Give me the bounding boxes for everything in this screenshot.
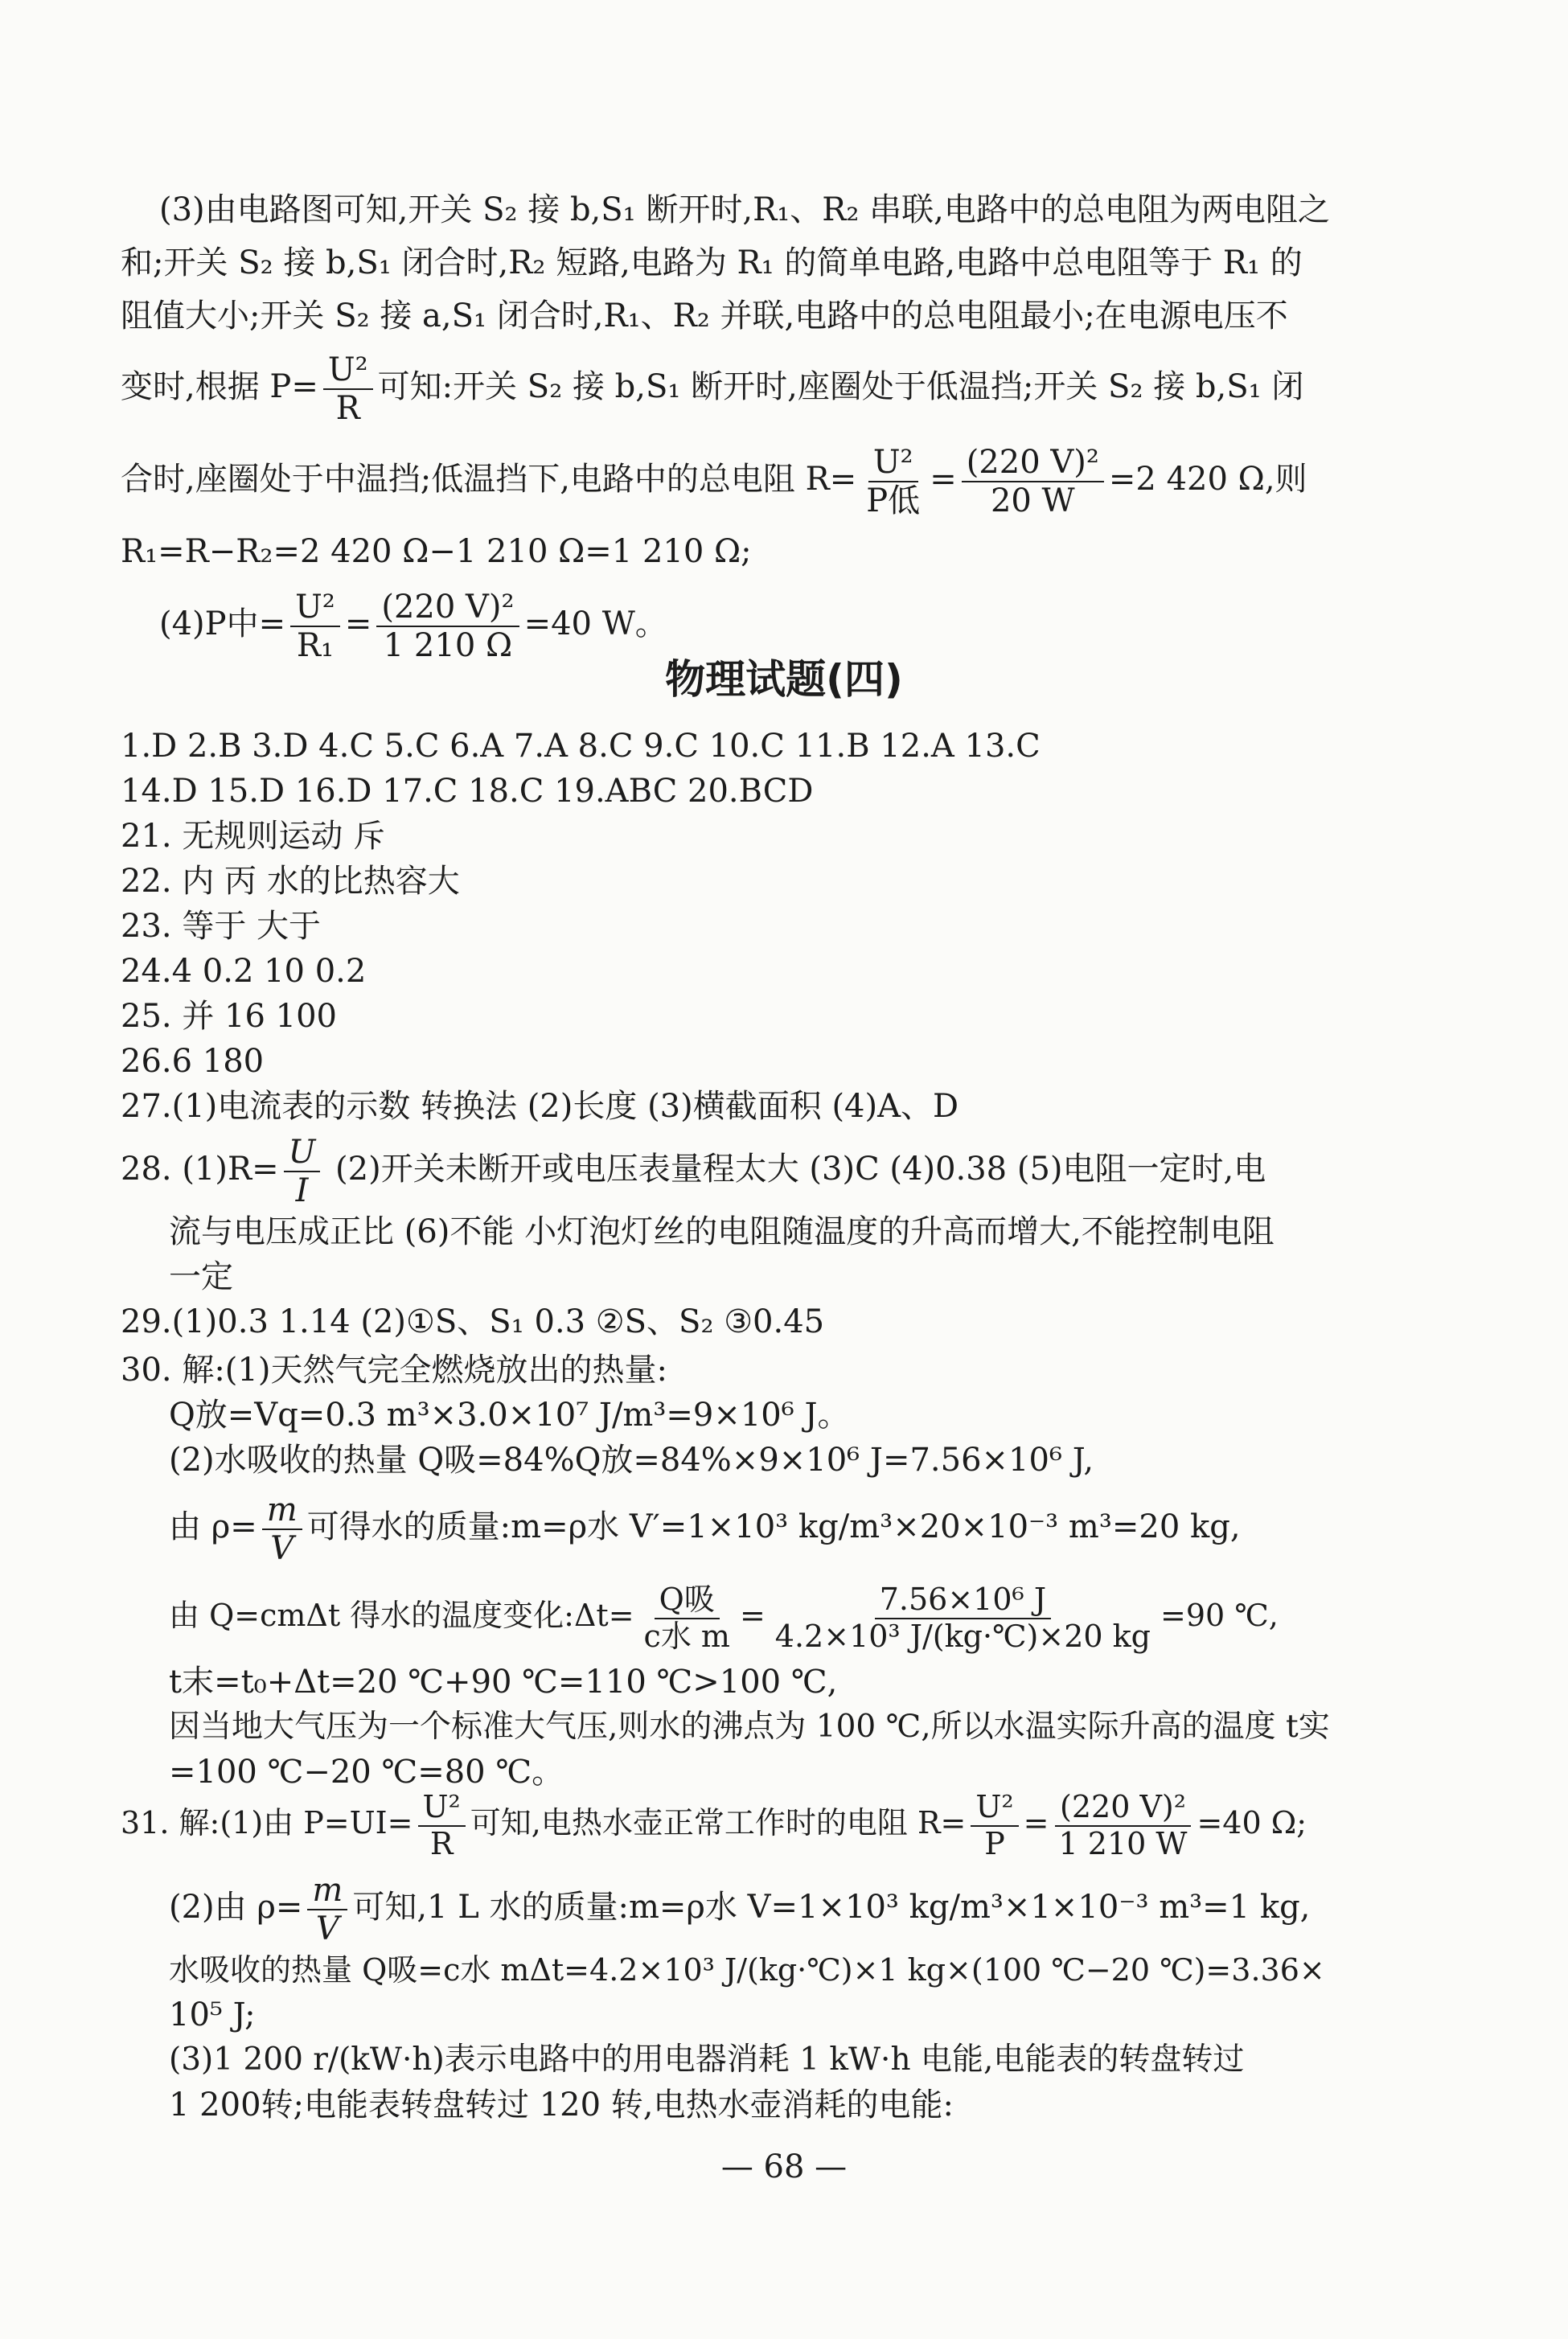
text-line: 29.(1)0.3 1.14 (2)①S、S₁ 0.3 ②S、S₂ ③0.45 <box>121 1303 825 1340</box>
fraction-denominator: V <box>270 1530 294 1567</box>
text-segment: (4)P中= <box>159 605 286 642</box>
fraction-denominator: R <box>335 390 360 427</box>
page-number: — 68 — <box>720 2148 848 2185</box>
formula-line <box>121 1129 1472 1209</box>
formula-line <box>121 1867 1472 1947</box>
fraction-numerator: U <box>284 1134 321 1172</box>
fraction-numerator: (220 V)² <box>1055 1790 1191 1827</box>
fraction-numerator: Q吸 <box>655 1582 720 1619</box>
text-line: 14.D 15.D 16.D 17.C 18.C 19.ABC 20.BCD <box>121 773 814 810</box>
text-line: 30. 解:(1)天然气完全燃烧放出的热量: <box>121 1352 667 1389</box>
fraction-numerator: U² <box>418 1790 466 1827</box>
fraction <box>284 1134 321 1209</box>
formula-line <box>121 1779 1472 1867</box>
text-segment: = <box>344 605 372 642</box>
fraction-denominator: P低 <box>866 482 921 519</box>
text-segment: 31. 解:(1)由 P=UI= <box>121 1805 413 1840</box>
fraction <box>418 1790 466 1861</box>
text-line: t末=t₀+Δt=20 ℃+90 ℃=110 ℃>100 ℃, <box>169 1664 838 1701</box>
text-segment: = <box>739 1598 766 1633</box>
text-line: 和;开关 S₂ 接 b,S₁ 闭合时,R₂ 短路,电路为 R₁ 的简单电路,电路中总电阻等于 R₁ 的 <box>121 244 1303 281</box>
text-line: Q放=Vq=0.3 m³×3.0×10⁷ J/m³=9×10⁶ J。 <box>169 1397 850 1434</box>
text-segment: 合时,座圈处于中温挡;低温挡下,电路中的总电阻 R= <box>121 461 857 498</box>
text-segment: 变时,根据 P= <box>121 368 318 405</box>
fraction-denominator: 4.2×10³ J/(kg·℃)×20 kg <box>774 1618 1151 1654</box>
formula-line <box>121 1571 1472 1660</box>
fraction-denominator: R₁ <box>296 627 335 664</box>
text-segment: 28. (1)R= <box>121 1151 279 1188</box>
text-line: 阻值大小;开关 S₂ 接 a,S₁ 闭合时,R₁、R₂ 并联,电路中的总电阻最小;在电源电压不 <box>121 298 1288 334</box>
text-line: 24.4 0.2 10 0.2 <box>121 953 367 990</box>
text-line: 因当地大气压为一个标准大气压,则水的沸点为 100 ℃,所以水温实际升高的温度 t实 <box>169 1709 1330 1745</box>
answer-list <box>121 724 1472 1344</box>
text-segment: 由 Q=cmΔt 得水的温度变化:Δt= <box>169 1598 634 1633</box>
text-line: 25. 并 16 100 <box>121 998 338 1035</box>
fraction-numerator: m <box>262 1492 302 1530</box>
text-segment: = <box>1023 1805 1049 1840</box>
text-line: (3)1 200 r/(kW·h)表示电路中的用电器消耗 1 kW·h 电能,电能表的转盘转过 <box>169 2041 1245 2078</box>
text-segment: 可知,电热水壶正常工作时的电阻 R= <box>470 1805 967 1840</box>
text-segment: =40 Ω; <box>1197 1805 1307 1840</box>
text-line: =100 ℃−20 ℃=80 ℃。 <box>169 1754 564 1791</box>
text-line: 水吸收的热量 Q吸=c水 mΔt=4.2×10³ J/(kg·℃)×1 kg×(100 ℃−20 ℃)=3.36× <box>169 1952 1325 1988</box>
fraction-denominator: 1 210 Ω <box>383 627 513 664</box>
text-line: (3)由电路图可知,开关 S₂ 接 b,S₁ 断开时,R₁、R₂ 串联,电路中的总电阻为两电阻之 <box>159 191 1330 228</box>
fraction <box>770 1582 1155 1654</box>
text-segment: (2)开关未断开或电压表量程太大 (3)C (4)0.38 (5)电阻一定时,电 <box>325 1151 1266 1188</box>
fraction <box>262 1492 302 1567</box>
fraction <box>962 444 1104 519</box>
fraction <box>639 1582 735 1654</box>
fraction-numerator: U² <box>971 1790 1018 1827</box>
text-line: 10⁵ J; <box>169 1996 256 2033</box>
fraction-denominator: V <box>315 1910 339 1947</box>
text-segment: (2)由 ρ= <box>169 1889 303 1926</box>
text-line: 27.(1)电流表的示数 转换法 (2)长度 (3)横截面积 (4)A、D <box>121 1088 959 1125</box>
text-line: 1.D 2.B 3.D 4.C 5.C 6.A 7.A 8.C 9.C 10.C 11.B 12.A 13.C <box>121 728 1041 765</box>
formula-line <box>121 431 1472 527</box>
text-segment: 可得水的质量:m=ρ水 V′=1×10³ kg/m³×20×10⁻³ m³=20 kg, <box>306 1508 1241 1545</box>
text-segment: = <box>930 461 957 498</box>
fraction-numerator: U² <box>290 589 340 627</box>
text-line: 1 200转;电能表转盘转过 120 转,电热水壶消耗的电能: <box>169 2087 954 2124</box>
text-line: (2)水吸收的热量 Q吸=84%Q放=84%×9×10⁶ J=7.56×10⁶ J, <box>169 1442 1094 1479</box>
fraction-numerator: U² <box>868 444 918 482</box>
fraction-numerator: m <box>307 1872 347 1910</box>
fraction-denominator: 20 W <box>990 482 1075 519</box>
fraction <box>971 1790 1018 1861</box>
formula-line <box>121 1483 1472 1571</box>
fraction-numerator: (220 V)² <box>962 444 1104 482</box>
text-segment: =2 420 Ω,则 <box>1108 461 1307 498</box>
text-line: 21. 无规则运动 斥 <box>121 818 386 855</box>
question-30-solution <box>121 1348 1472 1795</box>
text-segment: =90 ℃, <box>1160 1598 1279 1633</box>
fraction <box>861 444 925 519</box>
text-line: R₁=R−R₂=2 420 Ω−1 210 Ω=1 210 Ω; <box>121 533 752 570</box>
text-line: 22. 内 丙 水的比热容大 <box>121 863 460 900</box>
fraction <box>307 1872 347 1947</box>
fraction-denominator: R <box>429 1825 454 1861</box>
fraction-numerator: (220 V)² <box>376 589 519 627</box>
previous-solution <box>121 183 1472 672</box>
fraction-denominator: P <box>984 1825 1005 1861</box>
fraction <box>323 351 373 427</box>
text-segment: =40 W。 <box>523 605 667 642</box>
text-segment: 可知:开关 S₂ 接 b,S₁ 断开时,座圈处于低温挡;开关 S₂ 接 b,S₁ 闭 <box>377 368 1304 405</box>
fraction-denominator: 1 210 W <box>1058 1825 1188 1861</box>
text-line: 26.6 180 <box>121 1043 265 1080</box>
text-line: 流与电压成正比 (6)不能 小灯泡灯丝的电阻随温度的升高而增大,不能控制电阻 <box>169 1213 1275 1250</box>
text-line: 23. 等于 大于 <box>121 908 322 945</box>
formula-line <box>121 343 1472 431</box>
fraction-denominator: I <box>295 1172 309 1209</box>
text-line: 一定 <box>169 1258 233 1295</box>
fraction <box>1054 1790 1192 1861</box>
text-segment: 可知,1 L 水的质量:m=ρ水 V=1×10³ kg/m³×1×10⁻³ m³=1 kg, <box>352 1889 1311 1926</box>
text-segment: 由 ρ= <box>169 1508 257 1545</box>
question-31-solution <box>121 1779 1472 2128</box>
fraction-denominator: c水 m <box>643 1618 730 1654</box>
section-title: 物理试题(四) <box>665 656 903 703</box>
fraction-numerator: U² <box>323 351 373 390</box>
fraction-numerator: 7.56×10⁶ J <box>875 1582 1051 1619</box>
